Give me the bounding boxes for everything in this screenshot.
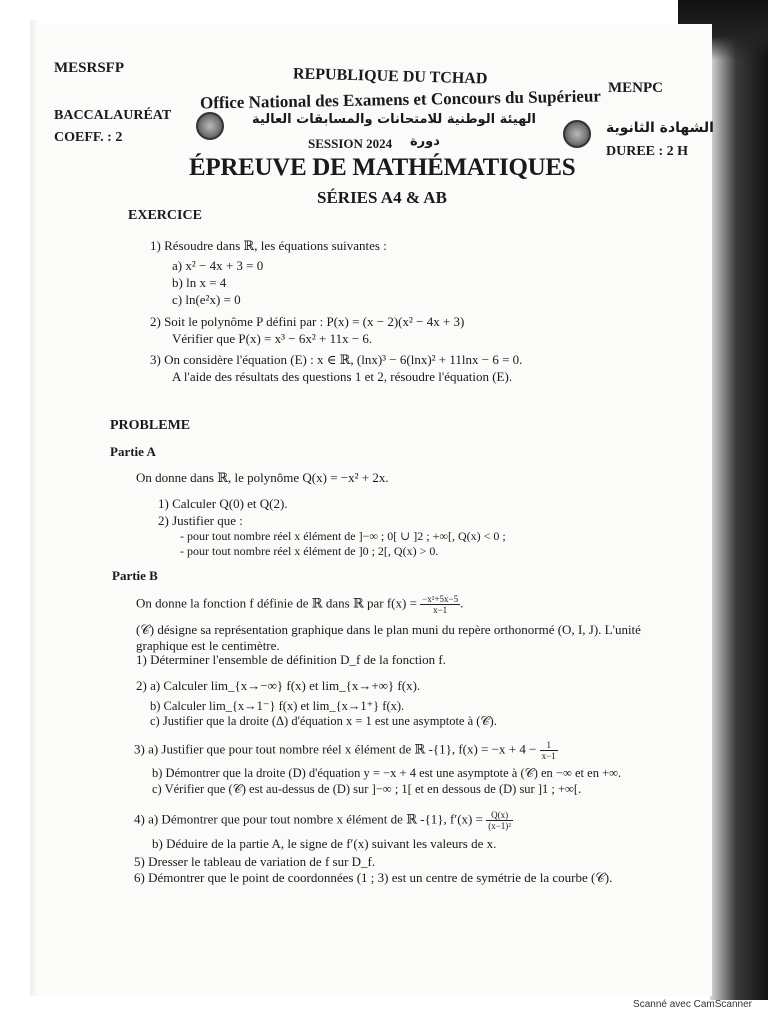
partA-heading: Partie A xyxy=(110,444,156,459)
republique-title: REPUBLIQUE DU TCHAD xyxy=(292,65,488,88)
partB-q5: 5) Dresser le tableau de variation de f sur D_f. xyxy=(134,854,376,869)
partB-q3b: b) Démontrer que la droite (D) d'équation y = −x + 4 est une asymptote à (𝒞) en −∞ et en +∞. xyxy=(152,766,622,780)
fraction-denominator: (x−1)² xyxy=(488,821,511,831)
session-label: SESSION 2024 xyxy=(308,136,393,151)
emblem-left-icon xyxy=(196,112,224,140)
fraction-denominator: x−1 xyxy=(541,751,556,761)
partA-q2b: - pour tout nombre réel x élément de ]0 ; 2[, Q(x) > 0. xyxy=(180,544,439,558)
partB-intro-text: On donne la fonction f définie de ℝ dans ℝ par f(x) = xyxy=(136,595,417,611)
partB-q3a-text: 3) a) Justifier que pour tout nombre réel x élément de ℝ -{1}, f(x) = −x + 4 − xyxy=(134,741,537,757)
exercice-heading: EXERCICE xyxy=(128,208,202,223)
partB-q2c: c) Justifier que la droite (Δ) d'équation x = 1 est une asymptote à (𝒞). xyxy=(150,714,497,728)
exam-title: ÉPREUVE DE MATHÉMATIQUES xyxy=(189,154,576,181)
partB-heading: Partie B xyxy=(112,568,158,583)
exam-sheet xyxy=(36,24,712,996)
mesrsfp-label: MESRSFP xyxy=(54,60,125,76)
exercice-q3-line1: 3) On considère l'équation (E) : x ∈ ℝ, (lnx)³ − 6(lnx)² + 11lnx − 6 = 0. xyxy=(150,352,523,367)
partA-q1: 1) Calculer Q(0) et Q(2). xyxy=(158,496,288,511)
partB-curve-line1: (𝒞) désigne sa représentation graphique dans le plan muni du repère orthonormé (O, I, J). L'unité xyxy=(136,622,641,637)
partA-intro: On donne dans ℝ, le polynôme Q(x) = −x² + 2x. xyxy=(136,470,389,485)
partB-curve-line2: graphique est le centimètre. xyxy=(136,638,280,653)
partB-q4b: b) Déduire de la partie A, le signe de f′(x) suivant les valeurs de x. xyxy=(152,836,497,851)
partB-intro xyxy=(136,594,463,615)
partB-intro-end: . xyxy=(460,595,464,611)
bac-arabic: الشهادة الثانوية xyxy=(606,120,714,136)
partB-q4a-fraction xyxy=(486,810,513,831)
partB-q4a-text: 4) a) Démontrer que pour tout nombre x élément de ℝ -{1}, f′(x) = xyxy=(134,811,483,827)
emblem-right-icon xyxy=(563,120,591,148)
exercice-q2-line2: Vérifier que P(x) = x³ − 6x² + 11x − 6. xyxy=(172,331,373,346)
partA-q2: 2) Justifier que : xyxy=(158,513,243,528)
bac-label: BACCALAURÉAT xyxy=(54,108,172,123)
fraction-numerator: Q(x) xyxy=(486,810,513,821)
office-title: Office National des Examens et Concours du Supérieur xyxy=(199,86,602,113)
exercice-q1: 1) Résoudre dans ℝ, les équations suivantes : xyxy=(150,238,387,253)
exercice-q1b: b) ln x = 4 xyxy=(172,275,227,290)
fraction-numerator: −x²+5x−5 xyxy=(422,594,459,604)
exercice-q2-line1: 2) Soit le polynôme P défini par : P(x) = (x − 2)(x² − 4x + 3) xyxy=(150,314,465,329)
partB-q3a xyxy=(134,740,558,761)
exercice-q1a: a) x² − 4x + 3 = 0 xyxy=(172,258,264,273)
partB-q3c: c) Vérifier que (𝒞) est au-dessus de (D) sur ]−∞ ; 1[ et en dessous de (D) sur ]1 ; +∞[. xyxy=(152,782,582,796)
coeff-label: COEFF. : 2 xyxy=(54,130,123,145)
series-label: SÉRIES A4 & AB xyxy=(317,188,447,207)
partA-q2a: - pour tout nombre réel x élément de ]−∞ ; 0[ ∪ ]2 ; +∞[, Q(x) < 0 ; xyxy=(180,529,506,543)
menpc-label: MENPC xyxy=(608,80,663,96)
session-arabic: دورة xyxy=(410,134,440,149)
partB-q2a: 2) a) Calculer lim_{x→−∞} f(x) et lim_{x→+∞} f(x). xyxy=(136,678,421,693)
scan-shadow-right xyxy=(710,0,768,1000)
probleme-heading: PROBLEME xyxy=(110,418,191,433)
fraction-denominator: x−1 xyxy=(433,605,448,615)
partB-q6: 6) Démontrer que le point de coordonnées (1 ; 3) est un centre de symétrie de la courbe (𝒞). xyxy=(134,870,613,885)
exercice-q1c: c) ln(e²x) = 0 xyxy=(172,292,241,307)
partB-q1: 1) Déterminer l'ensemble de définition D_f de la fonction f. xyxy=(136,652,446,667)
camscanner-watermark: Scanné avec CamScanner xyxy=(633,999,752,1010)
partB-q3a-fraction xyxy=(540,740,558,761)
fraction-numerator: 1 xyxy=(540,740,558,751)
exercice-q3-line2: A l'aide des résultats des questions 1 et 2, résoudre l'équation (E). xyxy=(172,369,513,384)
duree-label: DUREE : 2 H xyxy=(606,144,689,159)
partB-q4a xyxy=(134,810,513,831)
partB-q2b: b) Calculer lim_{x→1⁻} f(x) et lim_{x→1⁺} f(x). xyxy=(150,699,405,713)
partB-fraction xyxy=(420,594,460,615)
office-arabic: الهيئة الوطنية للامتحانات والمسابقات العالية xyxy=(252,112,536,127)
